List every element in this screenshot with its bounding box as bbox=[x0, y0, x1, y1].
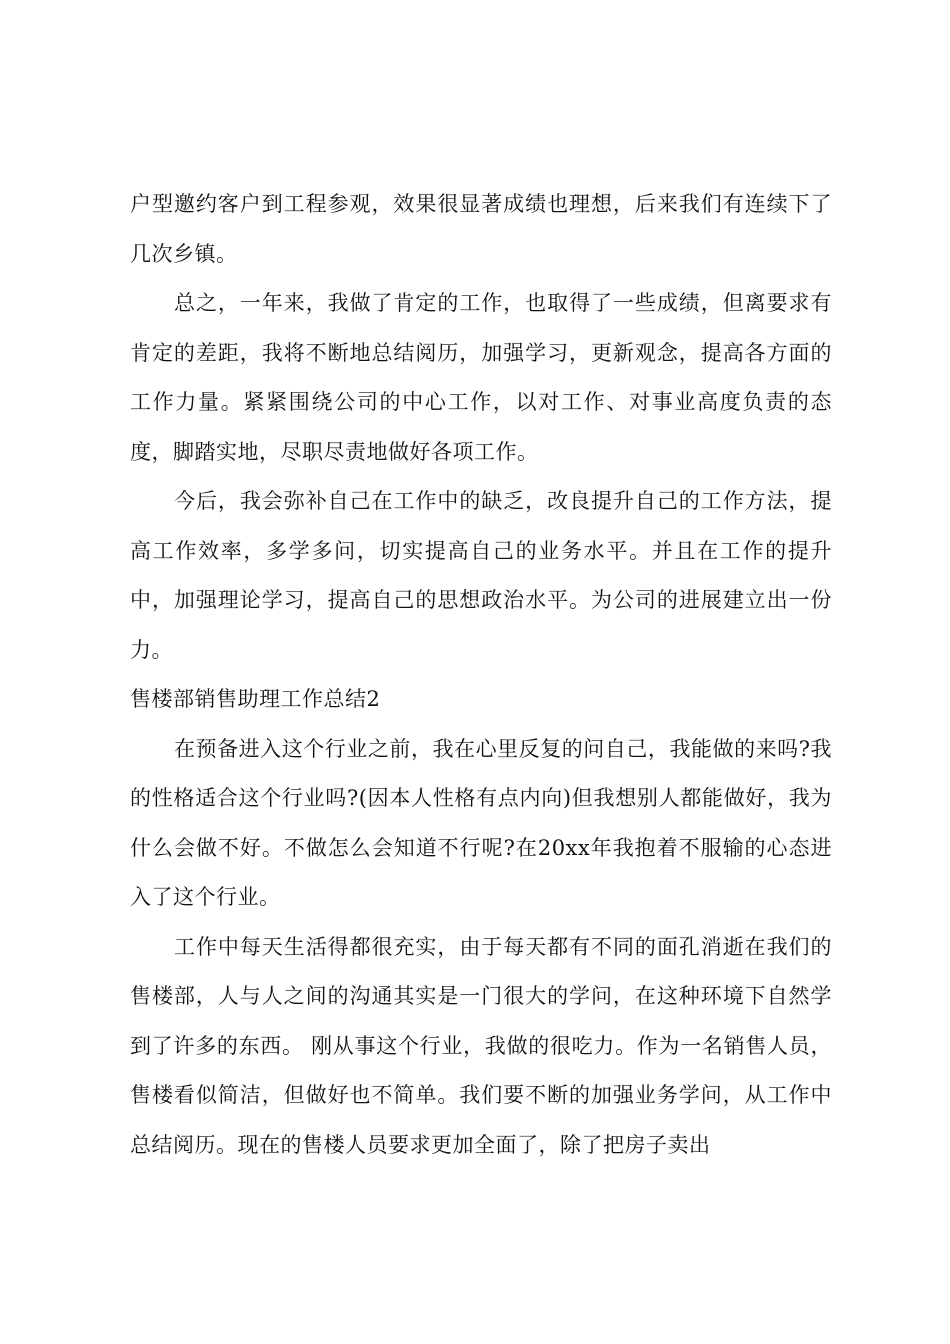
paragraph-entering-industry: 在预备进入这个行业之前，我在心里反复的问自己，我能做的来吗?我的性格适合这个行业吗?(因本人性格有点内向)但我想别人都能做好，我为什么会做不好。不做怎么会知道不行呢?在20xx年我抱着不服输的心态进入了这个行业。 bbox=[130, 736, 832, 909]
paragraph-future-plans: 今后，我会弥补自己在工作中的缺乏，改良提升自己的工作方法，提高工作效率，多学多问，切实提高自己的业务水平。并且在工作的提升中，加强理论学习，提高自己的思想政治水平。为公司的进展建立出一份力。 bbox=[130, 489, 832, 662]
section-heading: 售楼部销售助理工作总结2 bbox=[130, 687, 381, 711]
paragraph-summary: 总之，一年来，我做了肯定的工作，也取得了一些成绩，但离要求有肯定的差距，我将不断地总结阅历，加强学习，更新观念，提高各方面的工作力量。紧紧围绕公司的中心工作，以对工作、对事业高度负责的态度，脚踏实地，尽职尽责地做好各项工作。 bbox=[130, 291, 832, 464]
paragraph-daily-work: 工作中每天生活得都很充实，由于每天都有不同的面孔消逝在我们的售楼部，人与人之间的沟通其实是一门很大的学问，在这种环境下自然学到了许多的东西。 刚从事这个行业，我做的很吃力。作为一名销售人员，售楼看似简洁，但做好也不简单。我们要不断的加强业务学问，从工作中总结阅历。现在的售楼人员要求更加全面了，除了把房子卖出 bbox=[130, 934, 832, 1157]
paragraph-continuation: 户型邀约客户到工程参观，效果很显著成绩也理想，后来我们有连续下了几次乡镇。 bbox=[130, 192, 832, 266]
document-page bbox=[130, 180, 832, 1170]
